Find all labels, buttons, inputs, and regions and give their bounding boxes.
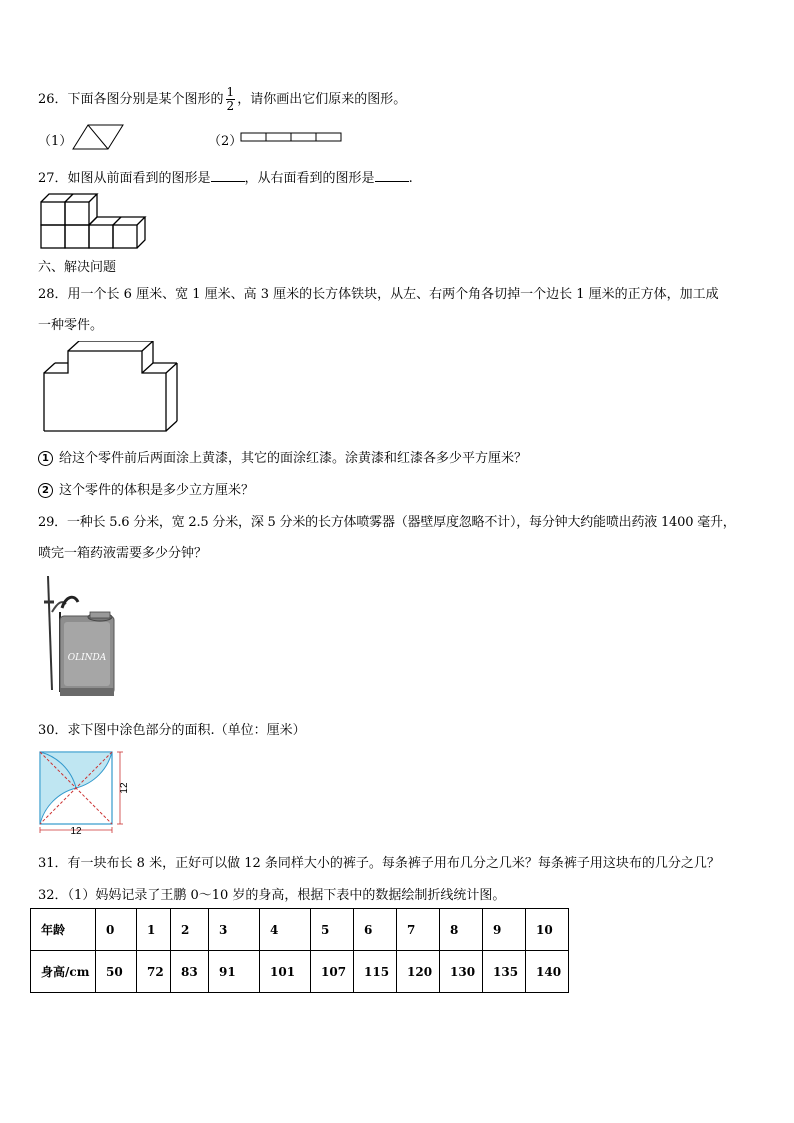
table-cell: 115	[354, 951, 397, 993]
table-cell: 135	[483, 951, 526, 993]
q28-part-figure	[42, 341, 178, 434]
table-cell: 130	[440, 951, 483, 993]
dimension-bottom-label: 12	[70, 826, 82, 836]
q26-label-1: （1）	[38, 134, 73, 149]
q29-line1: 29．一种长 5.6 分米，宽 2.5 分米，深 5 分米的长方体喷雾器（器壁厚度忽略不计），每分钟大约能喷出药液 1400 毫升，	[38, 515, 736, 530]
table-cell: 140	[526, 951, 569, 993]
table-cell: 107	[311, 951, 354, 993]
table-cell: 101	[260, 951, 311, 993]
table-cell: 6	[354, 909, 397, 951]
fraction-one-half: $\frac{1}{2}$	[226, 85, 235, 113]
table-header-age: 年龄	[31, 909, 96, 951]
q26-text-before: 26．下面各图分别是某个图形的	[38, 92, 224, 107]
table-cell: 8	[440, 909, 483, 951]
q26-text	[38, 86, 406, 113]
q32-text: 32．（1）妈妈记录了王鹏 0～10 岁的身高，根据下表中的数据绘制折线统计图。	[38, 888, 506, 903]
q26-parallelogram-figure	[72, 124, 124, 150]
table-row-age	[31, 909, 569, 951]
dimension-right-label: 12	[119, 782, 130, 794]
table-cell: 2	[171, 909, 209, 951]
q27-cube-figure	[38, 192, 148, 250]
q28-line1: 28．用一个长 6 厘米、宽 1 厘米、高 3 厘米的长方体铁块，从左、右两个角各切掉一个边长 1 厘米的正方体，加工成	[38, 287, 719, 302]
table-cell: 0	[96, 909, 137, 951]
q31-text: 31．有一块布长 8 米，正好可以做 12 条同样大小的裤子。每条裤子用布几分之几米？每条裤子用这块布的几分之几？	[38, 856, 720, 871]
table-cell: 120	[397, 951, 440, 993]
table-cell: 5	[311, 909, 354, 951]
table-cell: 9	[483, 909, 526, 951]
table-cell: 10	[526, 909, 569, 951]
q28-sub2: 2 这个零件的体积是多少立方厘米？	[38, 479, 254, 498]
q26-label-2: （2）	[208, 134, 243, 149]
sprayer-image	[38, 572, 122, 700]
q30-shaded-square-figure	[36, 748, 130, 836]
q26-strip-figure	[240, 132, 342, 142]
section-heading: 六、解决问题	[38, 260, 117, 275]
q27-text: 27．如图从前面看到的图形是 ，从右面看到的图形是 .	[38, 171, 413, 186]
answer-blank-right[interactable]	[375, 169, 409, 182]
circled-number-2: 2	[38, 483, 53, 498]
q28-sub1: 1 给这个零件前后两面涂上黄漆，其它的面涂红漆。涂黄漆和红漆各多少平方厘米？	[38, 447, 527, 466]
table-cell: 72	[137, 951, 171, 993]
table-row-height	[31, 951, 569, 993]
circled-number-1: 1	[38, 451, 53, 466]
table-header-height: 身高/cm	[31, 951, 96, 993]
table-cell: 83	[171, 951, 209, 993]
answer-blank-front[interactable]	[211, 169, 245, 182]
table-cell: 1	[137, 909, 171, 951]
q26-text-after: ，请你画出它们原来的图形。	[237, 92, 407, 107]
height-data-table	[30, 908, 569, 993]
q29-line2: 喷完一箱药液需要多少分钟？	[38, 546, 208, 561]
sprayer-brand-label: OLINDA	[67, 653, 107, 663]
q28-line2: 一种零件。	[38, 318, 104, 333]
table-cell: 3	[209, 909, 260, 951]
table-cell: 91	[209, 951, 260, 993]
q30-text: 30．求下图中涂色部分的面积.（单位：厘米）	[38, 723, 306, 738]
table-cell: 50	[96, 951, 137, 993]
table-cell: 7	[397, 909, 440, 951]
table-cell: 4	[260, 909, 311, 951]
